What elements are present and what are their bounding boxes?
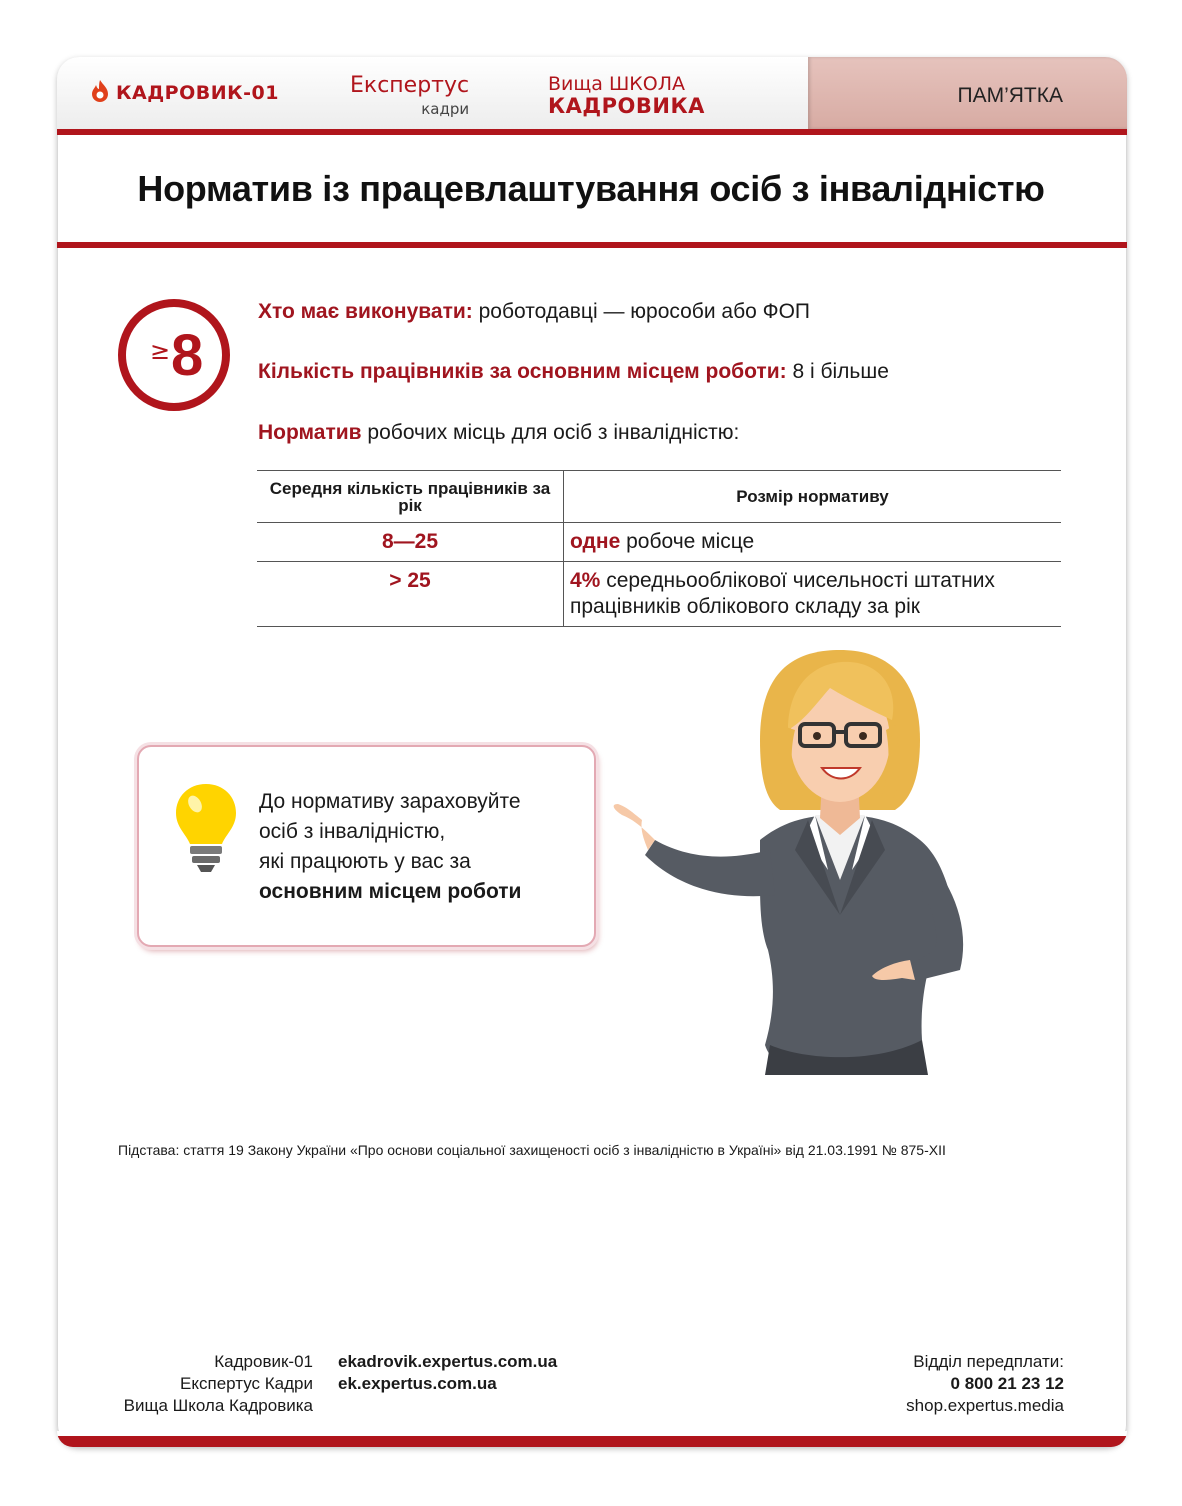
table-cell-emph: одне [570, 530, 621, 553]
tip-box [137, 745, 596, 947]
norm-line [258, 421, 739, 445]
lightbulb-icon [173, 782, 239, 874]
footer-site-link[interactable]: ekadrovik.expertus.com.ua [338, 1352, 558, 1371]
title-divider [57, 242, 1127, 248]
who-line [258, 300, 810, 324]
table-header-row [257, 471, 1061, 523]
count-label: Кількість працівників за основним місцем роботи: [258, 360, 787, 383]
memo-tab [808, 57, 1127, 129]
memo-tab-label: ПАМ’ЯТКА [957, 84, 1063, 107]
who-value: роботодавці — юрособи або ФОП [472, 300, 811, 323]
footer-subscription [906, 1351, 1064, 1417]
businesswoman-illustration [610, 650, 990, 1075]
badge-sign: ≥ [150, 337, 171, 365]
table-cell-rest: робоче місце [620, 530, 755, 553]
kadrovik-logo[interactable] [90, 79, 279, 104]
subscription-phone[interactable]: 0 800 21 23 12 [950, 1374, 1064, 1393]
tip-line1: До нормативу зараховуйте [259, 790, 521, 813]
page-title: Норматив із працевлаштування осіб з інвалідністю [137, 168, 1045, 209]
expertus-logo[interactable] [350, 73, 469, 118]
table-header-size: Розмір нормативу [564, 471, 1062, 523]
table-cell-range: 8—25 [257, 523, 564, 562]
table-cell-size [564, 562, 1062, 627]
table-row [257, 523, 1061, 562]
expertus-logo-main: Експертус [350, 73, 470, 98]
expertus-logo-sub: кадри [421, 100, 470, 118]
norm-table [257, 470, 1061, 627]
footer-name: Кадровик-01 [214, 1352, 313, 1371]
tip-line2: осіб з інвалідністю, [259, 820, 446, 843]
subscription-label: Відділ передплати: [913, 1352, 1064, 1371]
count-value: 8 і більше [786, 360, 889, 383]
footer-sites [338, 1351, 557, 1395]
who-label: Хто має виконувати: [258, 300, 473, 323]
shop-link[interactable]: shop.expertus.media [906, 1396, 1064, 1415]
bottom-bar [57, 1431, 1127, 1447]
table-cell-emph: 4% [570, 569, 601, 592]
table-cell-size [564, 523, 1062, 562]
tip-text [259, 787, 521, 907]
table-cell-range: > 25 [257, 562, 564, 627]
table-header-count: Середня кількість працівників за рік [257, 471, 564, 523]
footer-name: Вища Школа Кадровика [123, 1396, 313, 1415]
norm-value: робочих місць для осіб з інвалідністю: [361, 421, 740, 444]
badge-number: 8 [171, 323, 204, 388]
norm-label: Норматив [258, 421, 362, 444]
tip-line4: основним місцем роботи [259, 880, 522, 903]
count-line [258, 360, 889, 384]
min-employees-badge [118, 299, 230, 411]
header-divider [57, 129, 1127, 135]
footer-names [124, 1351, 313, 1417]
school-logo[interactable] [548, 73, 705, 118]
school-logo-line2: КАДРОВИКА [548, 94, 705, 118]
school-logo-line1: Вища ШКОЛА [548, 73, 686, 95]
legal-basis: Підстава: стаття 19 Закону України «Про основи соціальної захищеності осіб з інвалідністю в Україні» від 21.03.1991 № 875-XII [118, 1142, 946, 1158]
footer-name: Експертус Кадри [180, 1374, 313, 1393]
flame-icon [90, 79, 110, 103]
table-row [257, 562, 1061, 627]
kadrovik-logo-text: КАДРОВИК-01 [116, 82, 279, 104]
footer-site-link[interactable]: ek.expertus.com.ua [338, 1374, 497, 1393]
tip-line3: які працюють у вас за [259, 850, 471, 873]
table-cell-rest: середньооблікової чисельності штатних працівників облікового складу за рік [570, 569, 995, 618]
